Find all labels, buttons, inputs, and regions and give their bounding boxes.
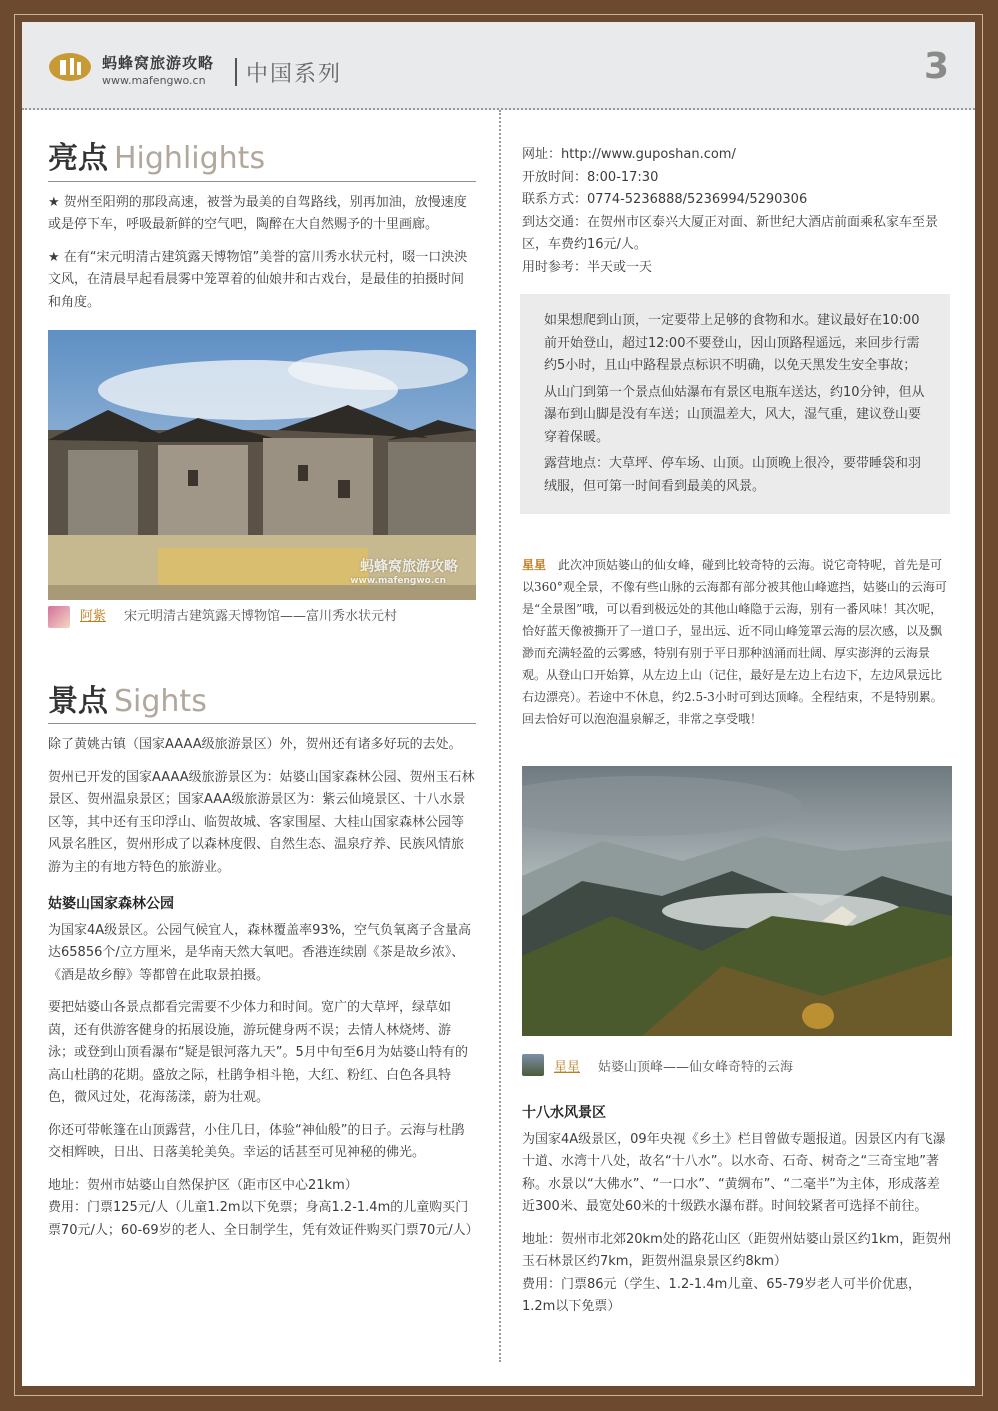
sights-heading (48, 683, 476, 725)
sea-of-clouds-photo (522, 766, 952, 1036)
sea-of-clouds-image (522, 766, 952, 1036)
gupo-address: 地址：贺州市姑婆山自然保护区（距市区中心21km） (48, 1177, 358, 1193)
sights-title-cn: 景点 (48, 683, 108, 719)
quote-author[interactable]: 星星 (522, 558, 547, 572)
caption-text: 姑婆山顶峰——仙女峰奇特的云海 (598, 1059, 794, 1075)
gupo-transport: 到达交通：在贺州市区泰兴大厦正对面、新世纪大酒店前面乘私家车至景区，车费约16元/人。 (522, 214, 939, 252)
shibashui-desc: 为国家4A级景区，09年央视《乡土》栏目曾做专题报道。因景区内有飞瀑十道、水湾十八处，故名“十八水”。以水奇、石奇、树奇之“三奇宝地”著称。水景以“大佛水”、“一口水”、“黄绸布”、“二毫半”为主体，形成落差近300米、最宽处60米的十级跌水瀑布群。时间较紧者可选择不前往。 (522, 1131, 946, 1214)
gupo-hours: 开放时间：8:00-17:30 (522, 169, 659, 185)
photo-watermark: 蚂蜂窝旅游攻略 (360, 558, 458, 575)
highlights-title-cn: 亮点 (48, 141, 108, 176)
photo-logo-watermark (802, 1003, 834, 1029)
brand-url: www.mafengwo.cn (102, 74, 206, 87)
series-title: 中国系列 (246, 62, 343, 87)
village-photo (48, 330, 476, 600)
photo-watermark-url: www.mafengwo.cn (350, 575, 446, 586)
gupo-contact: 联系方式：0774-5236888/5236994/5290306 (522, 192, 808, 207)
shibashui-section (522, 1098, 952, 1319)
quote-text: 此次冲顶姑婆山的仙女峰，碰到比较奇特的云海。说它奇特呢，首先是可以360°观全景，不像有些山脉的云海都有部分被其他山峰遮挡，姑婆山的云海可是“全景图”哦，可以看到极远处的其他山峰隐于云海，别有一番风味！其次呢，恰好蓝天像被撕开了一道口子，显出远、近不同山峰笼罩云海的层次感，以及飘渺而充满轻盈的云雾感，特别有别于平日那种汹涌而壮阔、厚实澎湃的云海景观。从登山口开始算，从左边上山（记住，最好是左边上右边下，左边风景远比右边漂亮）。若途中不休息，约2.5-3小时可到达顶峰。全程结束，不是特别累。回去恰好可以泡泡温泉解乏，非常之享受哦！ (522, 558, 947, 726)
gupo-paragraph: 你还可带帐篷在山顶露营，小住几日，体验“神仙般”的日子。云海与杜鹃交相辉映，日出、日落美轮美奂。幸运的话甚至可见神秘的佛光。 (48, 1122, 465, 1160)
caption-author-link[interactable]: 阿紫 (80, 609, 107, 624)
gupo-website[interactable]: 网址：http://www.guposhan.com/ (522, 147, 736, 162)
highlights-heading (48, 141, 476, 182)
gupo-fee: 费用：门票125元/人（儿童1.2m以下免票；身高1.2-1.4m的儿童购买门票70元/人；60-69岁的老人、全日制学生，凭有效证件购买门票70元/人） (48, 1200, 479, 1238)
column-divider (499, 110, 501, 1362)
tip-item: 如果想爬到山顶，一定要带上足够的食物和水。建议最好在10:00前开始登山，超过12:00不要登山，因山顶路程遥远，来回步行需约5小时，且山中路程景点标识不明确，以免天黑发生安全事故； (544, 313, 920, 373)
sights-title-en: Sights (114, 683, 207, 719)
gupo-paragraph: 为国家4A级景区。公园气候宜人，森林覆盖率93%，空气负氧离子含量高达65856个/立方厘米，是华南天然大氧吧。香港连续剧《茶是故乡浓》、《酒是故乡醇》等都曾在此取景拍摄。 (48, 922, 472, 983)
sights-intro: 除了黄姚古镇（国家AAAA级旅游景区）外，贺州还有诸多好玩的去处。 (48, 737, 462, 752)
highlight-item: ★ 在有“宋元明清古建筑露天博物馆”美誉的富川秀水状元村，啜一口泱泱文风，在清晨早起看晨雾中笼罩着的仙娘井和古戏台，是最佳的拍摄时间和角度。 (48, 249, 468, 310)
highlights-title-en: Highlights (114, 141, 266, 176)
tips-box (520, 294, 950, 514)
gupo-duration: 用时参考：半天或一天 (522, 259, 653, 275)
sights-intro: 贺州已开发的国家AAAA级旅游景区为：姑婆山国家森林公园、贺州玉石林景区、贺州温泉景区；国家AAA级旅游景区为：紫云仙境景区、十八水景区等，其中还有玉印浮山、临贺故城、客家围屋、大桂山国家森林公园等风景名胜区，贺州形成了以森林度假、自然生态、温泉疗养、民族风情旅游为主的有地方特色的旅游业。 (48, 769, 475, 875)
shibashui-address: 地址：贺州市北郊20km处的路花山区（距贺州姑婆山景区约1km，距贺州玉石林景区约7km，距贺州温泉景区约8km） (522, 1231, 952, 1269)
brand-name: 蚂蜂窝旅游攻略 (102, 54, 215, 72)
author-avatar (522, 1054, 544, 1076)
page-header (22, 22, 975, 110)
page-number: 3 (923, 46, 949, 87)
page (22, 22, 975, 1386)
highlight-item: ★ 贺州至阳朔的那段高速，被誉为最美的自驾路线，别再加油，放慢速度或是停下车，呼吸最新鲜的空气吧，陶醉在大自然赐予的十里画廊。 (48, 194, 467, 232)
left-column (48, 141, 479, 1242)
mafengwo-logo-icon (48, 52, 92, 82)
gupo-heading: 姑婆山国家森林公园 (48, 896, 174, 912)
tip-item: 从山门到第一个景点仙姑瀑布有景区电瓶车送达，约10分钟，但从瀑布到山脚是没有车送；山顶温差大，风大，湿气重，建议登山要穿着保暖。 (544, 384, 925, 445)
shibashui-fee: 费用：门票86元（学生、1.2-1.4m儿童、65-79岁老人可半价优惠，1.2m以下免票） (522, 1276, 922, 1314)
photo2-caption (522, 1054, 793, 1076)
caption-text: 宋元明清古建筑露天博物馆——富川秀水状元村 (124, 609, 398, 624)
traveler-quote (522, 554, 952, 730)
photo-caption (48, 606, 476, 629)
gupo-paragraph: 要把姑婆山各景点都看完需要不少体力和时间。宽广的大草坪，绿草如茵，还有供游客健身的拓展设施，游玩健身两不误；去情人林烧烤、游泳；或登到山顶看瀑布“疑是银河落九天”。5月中旬至6月为姑婆山特有的高山杜鹃的花期。盛放之际，杜鹃争相斗艳，大红、粉红、白色各具特色，微风过处，花海荡漾，蔚为壮观。 (48, 1000, 469, 1105)
header-separator (235, 58, 237, 86)
tip-item: 露营地点：大草坪、停车场、山顶。山顶晚上很冷，要带睡袋和羽绒服，但可第一时间看到最美的风景。 (544, 456, 922, 494)
author-avatar (48, 606, 70, 628)
right-column-info (522, 144, 952, 279)
shibashui-heading: 十八水风景区 (522, 1105, 606, 1121)
caption-author-link[interactable]: 星星 (554, 1059, 581, 1075)
